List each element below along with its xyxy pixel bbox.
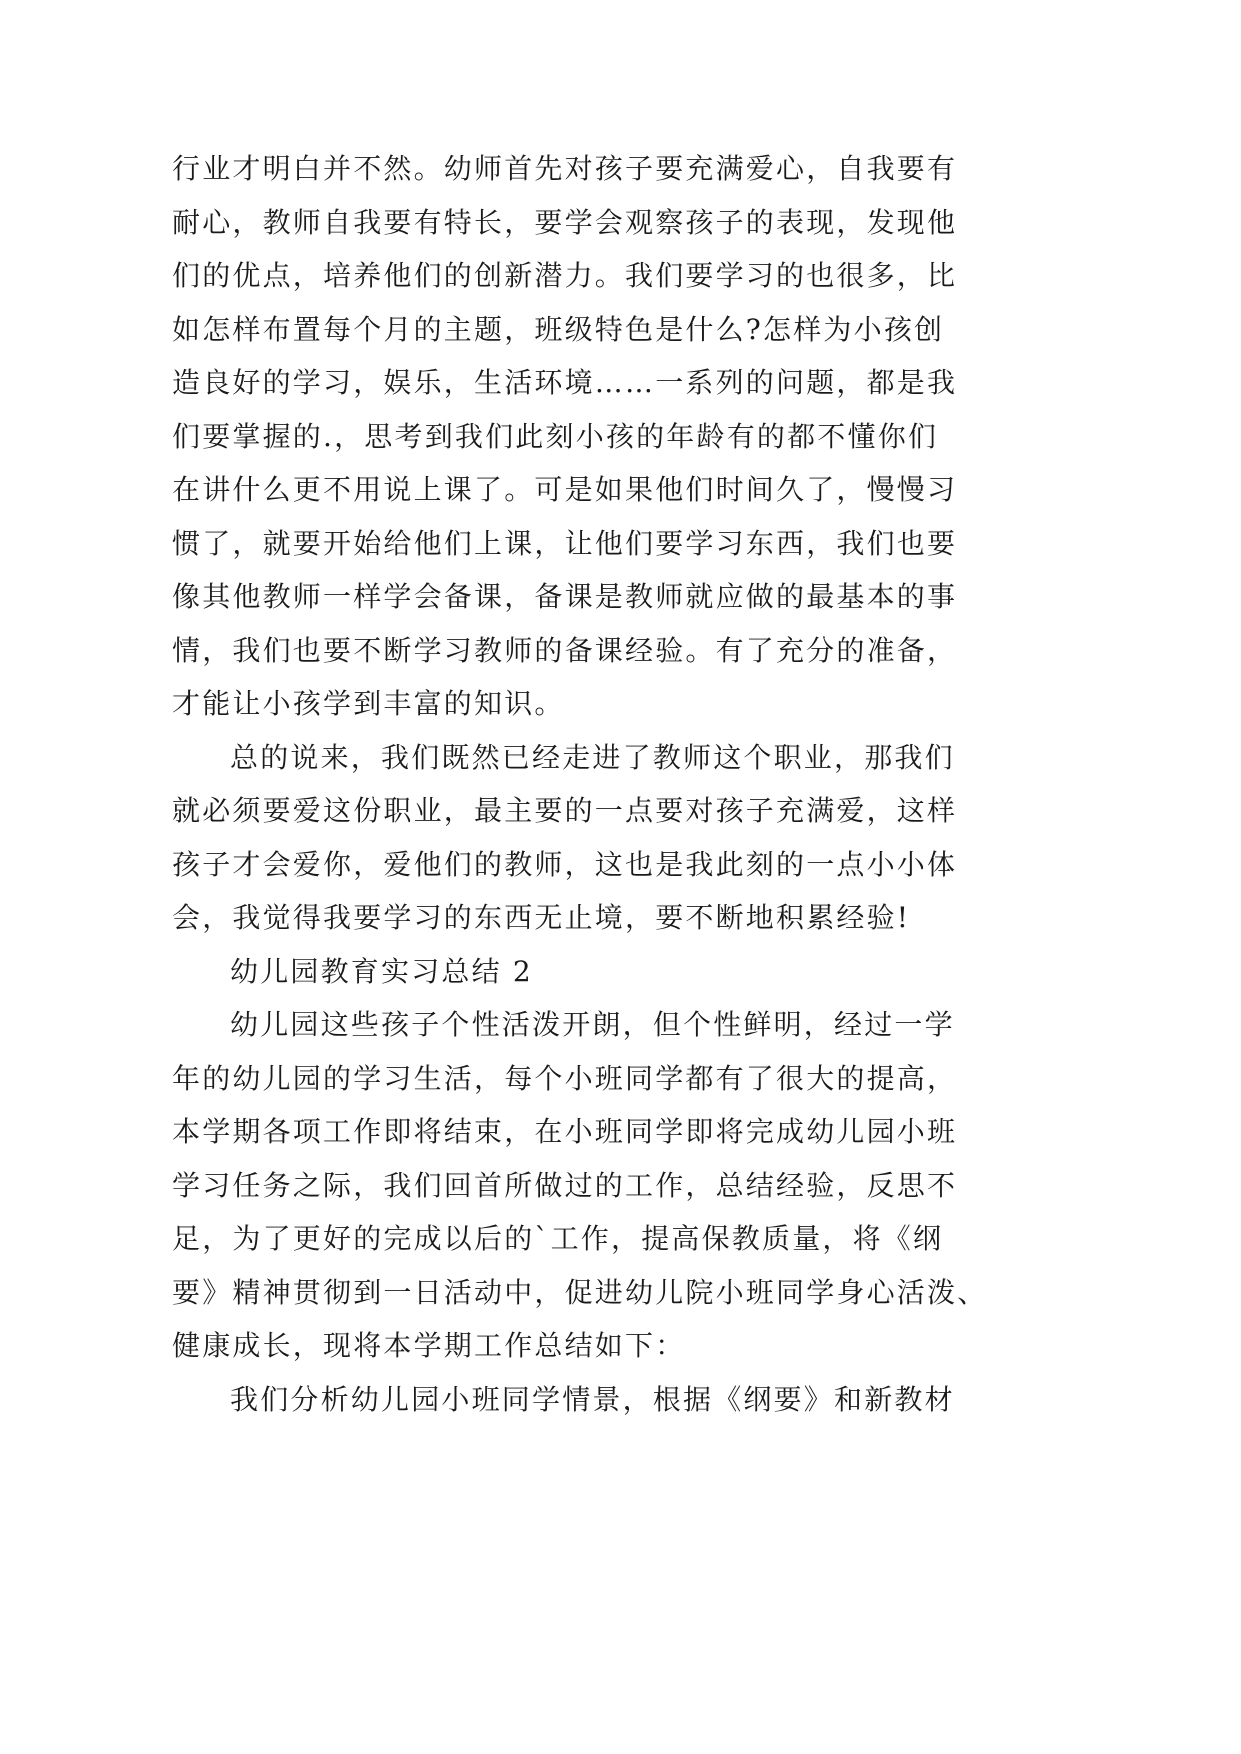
text-line: 在讲什么更不用说上课了。可是如果他们时间久了，慢慢习 — [172, 473, 958, 506]
text-line: 如怎样布置每个月的主题，班级特色是什么?怎样为小孩创 — [172, 312, 945, 346]
text-line: 才能让小孩学到丰富的知识。 — [172, 687, 565, 720]
section-heading: 幼儿园教育实习总结 2 — [230, 954, 533, 988]
text-line: 会，我觉得我要学习的东西无止境，要不断地积累经验! — [172, 901, 911, 934]
text-line: 惯了，就要开始给他们上课，让他们要学习东西，我们也要 — [172, 526, 958, 560]
text-line: 情，我们也要不断学习教师的备课经验。有了充分的准备， — [172, 633, 958, 667]
paragraph-start-line: 我们分析幼儿园小班同学情景，根据《纲要》和新教材 — [230, 1382, 955, 1416]
text-line: 孩子才会爱你，爱他们的教师，这也是我此刻的一点小小体 — [172, 847, 958, 881]
text-line: 就必须要爱这份职业，最主要的一点要对孩子充满爱，这样 — [172, 794, 958, 827]
text-line: 年的幼儿园的学习生活，每个小班同学都有了很大的提高， — [172, 1061, 958, 1095]
text-line: 像其他教师一样学会备课，备课是教师就应做的最基本的事 — [172, 580, 958, 613]
text-line: 行业才明白并不然。幼师首先对孩子要充满爱心，自我要有 — [172, 152, 958, 185]
text-line: 们的优点，培养他们的创新潜力。我们要学习的也很多，比 — [172, 259, 958, 292]
text-line: 足，为了更好的完成以后的`工作，提高保教质量，将《纲 — [172, 1222, 944, 1255]
text-line: 要》精神贯彻到一日活动中，促进幼儿院小班同学身心活泼、 — [172, 1275, 988, 1309]
text-line: 造良好的学习，娱乐，生活环境……一系列的问题，都是我 — [172, 366, 958, 399]
text-line: 健康成长，现将本学期工作总结如下： — [172, 1329, 686, 1362]
paragraph-start-line: 幼儿园这些孩子个性活泼开朗，但个性鲜明，经过一学 — [230, 1008, 955, 1041]
paragraph-start-line: 总的说来，我们既然已经走进了教师这个职业，那我们 — [230, 740, 955, 774]
text-line: 们要掌握的.，思考到我们此刻小孩的年龄有的都不懂你们 — [172, 419, 939, 453]
text-line: 耐心，教师自我要有特长，要学会观察孩子的表现，发现他 — [172, 205, 958, 239]
document-body — [172, 142, 988, 1426]
text-line: 学习任务之际，我们回首所做过的工作，总结经验，反思不 — [172, 1168, 958, 1202]
text-line: 本学期各项工作即将结束，在小班同学即将完成幼儿园小班 — [172, 1115, 958, 1148]
